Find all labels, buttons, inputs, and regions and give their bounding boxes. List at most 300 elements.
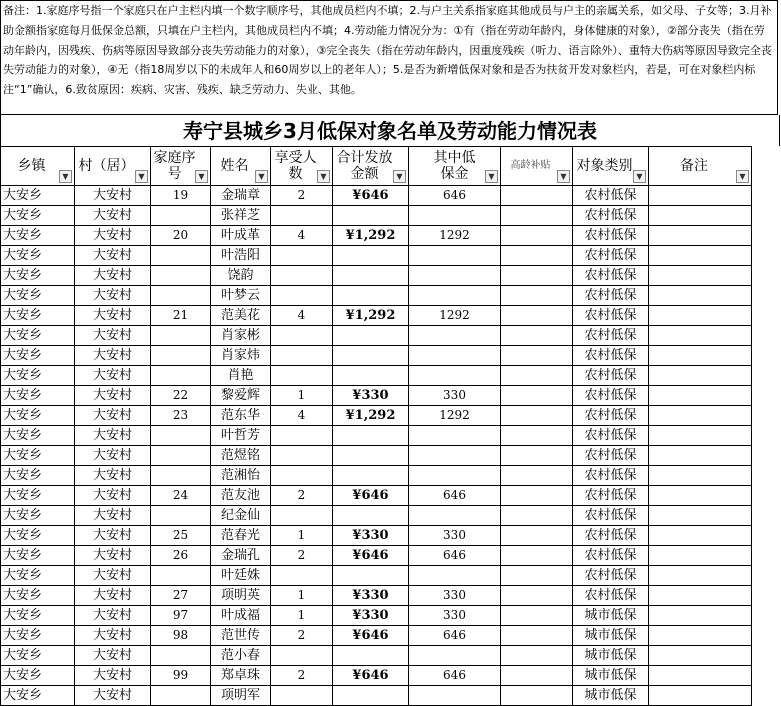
cell-remarks[interactable] [649, 686, 752, 706]
cell-village[interactable]: 大安村 [75, 666, 151, 686]
cell-people[interactable]: 4 [271, 306, 333, 326]
table-row [1, 246, 752, 266]
cell-name[interactable]: 郑卓珠 [211, 666, 271, 686]
table-row [1, 286, 752, 306]
cell-total[interactable] [333, 506, 409, 526]
cell-elderly[interactable] [501, 226, 573, 246]
cell-town[interactable]: 大安乡 [1, 506, 75, 526]
cell-allowance[interactable] [409, 426, 501, 446]
cell-no[interactable] [151, 426, 211, 446]
cell-total[interactable]: ¥1,292 [333, 406, 409, 426]
cell-total[interactable]: ¥646 [333, 186, 409, 206]
cell-town[interactable]: 大安乡 [1, 486, 75, 506]
cell-total[interactable] [333, 366, 409, 386]
cell-remarks[interactable] [649, 626, 752, 646]
cell-village[interactable]: 大安村 [75, 266, 151, 286]
header-allowance: 其中低保金 ▼ [409, 147, 501, 186]
cell-people[interactable]: 1 [271, 526, 333, 546]
cell-name[interactable]: 范世传 [211, 626, 271, 646]
cell-category[interactable]: 农村低保 [573, 226, 649, 246]
header-name: 姓名 ▼ [211, 147, 271, 186]
cell-town[interactable]: 大安乡 [1, 666, 75, 686]
cell-people[interactable] [271, 566, 333, 586]
cell-remarks[interactable] [649, 426, 752, 446]
cell-category[interactable]: 农村低保 [573, 366, 649, 386]
filter-dropdown-icon[interactable]: ▼ [736, 170, 749, 183]
cell-village[interactable]: 大安村 [75, 606, 151, 626]
cell-town[interactable]: 大安乡 [1, 206, 75, 226]
cell-no[interactable]: 98 [151, 626, 211, 646]
cell-no[interactable]: 25 [151, 526, 211, 546]
cell-category[interactable]: 农村低保 [573, 486, 649, 506]
table-row [1, 626, 752, 646]
filter-dropdown-icon[interactable]: ▼ [557, 170, 570, 183]
filter-dropdown-icon[interactable]: ▼ [393, 170, 406, 183]
cell-no[interactable] [151, 446, 211, 466]
cell-category[interactable]: 农村低保 [573, 186, 649, 206]
table-row [1, 506, 752, 526]
cell-allowance[interactable]: 1292 [409, 306, 501, 326]
cell-village[interactable]: 大安村 [75, 566, 151, 586]
cell-category[interactable]: 农村低保 [573, 326, 649, 346]
cell-total[interactable]: ¥330 [333, 386, 409, 406]
cell-village[interactable]: 大安村 [75, 446, 151, 466]
cell-village[interactable]: 大安村 [75, 386, 151, 406]
cell-town[interactable]: 大安乡 [1, 646, 75, 666]
cell-elderly[interactable] [501, 586, 573, 606]
table-row [1, 186, 752, 206]
cell-elderly[interactable] [501, 606, 573, 626]
cell-elderly[interactable] [501, 466, 573, 486]
cell-remarks[interactable] [649, 446, 752, 466]
cell-town[interactable]: 大安乡 [1, 566, 75, 586]
cell-remarks[interactable] [649, 366, 752, 386]
cell-allowance[interactable] [409, 246, 501, 266]
cell-remarks[interactable] [649, 386, 752, 406]
cell-town[interactable]: 大安乡 [1, 446, 75, 466]
cell-people[interactable]: 1 [271, 606, 333, 626]
cell-name[interactable]: 范煜铭 [211, 446, 271, 466]
cell-total[interactable] [333, 566, 409, 586]
cell-village[interactable]: 大安村 [75, 366, 151, 386]
cell-name[interactable]: 黎爱辉 [211, 386, 271, 406]
cell-town[interactable]: 大安乡 [1, 466, 75, 486]
cell-allowance[interactable] [409, 346, 501, 366]
cell-total[interactable]: ¥330 [333, 606, 409, 626]
cell-town[interactable]: 大安乡 [1, 626, 75, 646]
cell-category[interactable]: 城市低保 [573, 686, 649, 706]
cell-allowance[interactable] [409, 466, 501, 486]
cell-people[interactable] [271, 646, 333, 666]
cell-town[interactable]: 大安乡 [1, 586, 75, 606]
cell-allowance[interactable] [409, 646, 501, 666]
cell-town[interactable]: 大安乡 [1, 186, 75, 206]
cell-elderly[interactable] [501, 426, 573, 446]
cell-category[interactable]: 农村低保 [573, 246, 649, 266]
cell-town[interactable]: 大安乡 [1, 426, 75, 446]
cell-category[interactable]: 农村低保 [573, 446, 649, 466]
cell-remarks[interactable] [649, 586, 752, 606]
cell-category[interactable]: 城市低保 [573, 666, 649, 686]
cell-people[interactable] [271, 206, 333, 226]
cell-people[interactable]: 4 [271, 406, 333, 426]
cell-people[interactable]: 1 [271, 386, 333, 406]
cell-remarks[interactable] [649, 566, 752, 586]
cell-no[interactable] [151, 346, 211, 366]
header-row [1, 147, 752, 186]
cell-category[interactable]: 农村低保 [573, 306, 649, 326]
cell-allowance[interactable]: 646 [409, 666, 501, 686]
cell-remarks[interactable] [649, 466, 752, 486]
cell-village[interactable]: 大安村 [75, 466, 151, 486]
cell-name[interactable]: 金瑞章 [211, 186, 271, 206]
cell-elderly[interactable] [501, 486, 573, 506]
cell-village[interactable]: 大安村 [75, 306, 151, 326]
cell-no[interactable] [151, 326, 211, 346]
cell-village[interactable]: 大安村 [75, 206, 151, 226]
cell-town[interactable]: 大安乡 [1, 386, 75, 406]
cell-name[interactable]: 范友池 [211, 486, 271, 506]
cell-category[interactable]: 农村低保 [573, 286, 649, 306]
cell-total[interactable] [333, 646, 409, 666]
cell-people[interactable] [271, 466, 333, 486]
cell-name[interactable]: 叶哲芳 [211, 426, 271, 446]
cell-village[interactable]: 大安村 [75, 226, 151, 246]
table-row [1, 266, 752, 286]
cell-allowance[interactable] [409, 206, 501, 226]
cell-elderly[interactable] [501, 626, 573, 646]
cell-total[interactable] [333, 686, 409, 706]
cell-people[interactable] [271, 286, 333, 306]
cell-total[interactable]: ¥646 [333, 546, 409, 566]
cell-town[interactable]: 大安乡 [1, 246, 75, 266]
cell-village[interactable]: 大安村 [75, 426, 151, 446]
cell-no[interactable] [151, 566, 211, 586]
cell-total[interactable] [333, 446, 409, 466]
cell-village[interactable]: 大安村 [75, 486, 151, 506]
cell-name[interactable]: 金瑞孔 [211, 546, 271, 566]
filter-dropdown-icon[interactable]: ▼ [317, 170, 330, 183]
cell-town[interactable]: 大安乡 [1, 266, 75, 286]
cell-people[interactable]: 1 [271, 586, 333, 606]
allowance-table [0, 146, 752, 706]
cell-allowance[interactable] [409, 446, 501, 466]
cell-remarks[interactable] [649, 246, 752, 266]
cell-town[interactable]: 大安乡 [1, 686, 75, 706]
cell-name[interactable]: 肖家炜 [211, 346, 271, 366]
cell-remarks[interactable] [649, 506, 752, 526]
cell-village[interactable]: 大安村 [75, 346, 151, 366]
cell-name[interactable]: 范小春 [211, 646, 271, 666]
cell-category[interactable]: 农村低保 [573, 526, 649, 546]
cell-remarks[interactable] [649, 206, 752, 226]
cell-total[interactable] [333, 346, 409, 366]
cell-allowance[interactable] [409, 266, 501, 286]
cell-category[interactable]: 农村低保 [573, 406, 649, 426]
cell-village[interactable]: 大安村 [75, 626, 151, 646]
cell-name[interactable]: 项明军 [211, 686, 271, 706]
cell-people[interactable] [271, 246, 333, 266]
cell-total[interactable]: ¥1,292 [333, 306, 409, 326]
cell-category[interactable]: 城市低保 [573, 606, 649, 626]
cell-no[interactable] [151, 266, 211, 286]
cell-category[interactable]: 城市低保 [573, 626, 649, 646]
header-category: 对象类别 ▼ [573, 147, 649, 186]
cell-elderly[interactable] [501, 526, 573, 546]
filter-dropdown-icon[interactable]: ▼ [255, 170, 268, 183]
cell-no[interactable]: 24 [151, 486, 211, 506]
filter-dropdown-icon[interactable]: ▼ [59, 170, 72, 183]
cell-total[interactable] [333, 326, 409, 346]
cell-people[interactable] [271, 326, 333, 346]
cell-allowance[interactable]: 1292 [409, 406, 501, 426]
cell-no[interactable]: 27 [151, 586, 211, 606]
cell-category[interactable]: 农村低保 [573, 506, 649, 526]
cell-people[interactable]: 2 [271, 486, 333, 506]
cell-town[interactable]: 大安乡 [1, 546, 75, 566]
cell-total[interactable] [333, 266, 409, 286]
cell-no[interactable]: 26 [151, 546, 211, 566]
cell-name[interactable]: 项明英 [211, 586, 271, 606]
cell-allowance[interactable] [409, 286, 501, 306]
cell-category[interactable]: 农村低保 [573, 566, 649, 586]
cell-remarks[interactable] [649, 606, 752, 626]
cell-elderly[interactable] [501, 246, 573, 266]
cell-category[interactable]: 农村低保 [573, 266, 649, 286]
cell-allowance[interactable] [409, 566, 501, 586]
cell-total[interactable] [333, 286, 409, 306]
table-row [1, 226, 752, 246]
cell-elderly[interactable] [501, 666, 573, 686]
cell-remarks[interactable] [649, 266, 752, 286]
cell-category[interactable]: 农村低保 [573, 206, 649, 226]
cell-name[interactable]: 范湘怡 [211, 466, 271, 486]
cell-allowance[interactable]: 646 [409, 546, 501, 566]
cell-village[interactable]: 大安村 [75, 646, 151, 666]
cell-town[interactable]: 大安乡 [1, 366, 75, 386]
cell-remarks[interactable] [649, 646, 752, 666]
cell-no[interactable]: 23 [151, 406, 211, 426]
cell-village[interactable]: 大安村 [75, 586, 151, 606]
header-elderly: 高龄补贴 ▼ [501, 147, 573, 186]
remarks-note: 备注：1.家庭序号指一个家庭只在户主栏内填一个数字顺序号，其他成员栏内不填；2.与户主关系指家庭其他成员与户主的亲属关系，如父母、子女等；3.月补助金额指家庭每月低保金总额，只填在户主栏内，其他成员栏内不填；4.劳动能力情况分为：①有（指在劳动年龄内，身体健康的对象），②部分丧失（指在劳动年龄内，因残疾、伤病等原因导致部分丧失劳动能力的对象），③完全丧失（指在劳动年龄内，因重度残疾（听力、语言除外）、重特大伤病等原因导致完全丧失劳动能力的对象），④无（指18周岁以下的未成年人和60周岁以上的老年人）；5.是否为新增低保对象和是否为扶贫开发对象栏内，若是，可在对象栏内标注“1”确认，6.致贫原因：疾病、灾害、残疾、缺乏劳动力、失业、其他。 [0, 0, 778, 115]
cell-town[interactable]: 大安乡 [1, 306, 75, 326]
cell-elderly[interactable] [501, 306, 573, 326]
cell-category[interactable]: 农村低保 [573, 346, 649, 366]
cell-name[interactable]: 肖家彬 [211, 326, 271, 346]
cell-category[interactable]: 农村低保 [573, 586, 649, 606]
cell-village[interactable]: 大安村 [75, 326, 151, 346]
filter-active-icon[interactable]: ▼ [135, 170, 148, 183]
table-row [1, 306, 752, 326]
header-village: 村（居） ▼ [75, 147, 151, 186]
cell-village[interactable]: 大安村 [75, 406, 151, 426]
cell-people[interactable] [271, 506, 333, 526]
cell-total[interactable]: ¥646 [333, 486, 409, 506]
cell-elderly[interactable] [501, 206, 573, 226]
cell-village[interactable]: 大安村 [75, 546, 151, 566]
cell-name[interactable]: 饶韵 [211, 266, 271, 286]
cell-people[interactable]: 4 [271, 226, 333, 246]
cell-allowance[interactable] [409, 506, 501, 526]
cell-name[interactable]: 叶成福 [211, 606, 271, 626]
cell-no[interactable] [151, 506, 211, 526]
cell-total[interactable] [333, 206, 409, 226]
cell-elderly[interactable] [501, 366, 573, 386]
cell-remarks[interactable] [649, 526, 752, 546]
filter-dropdown-icon[interactable]: ▼ [633, 170, 646, 183]
cell-town[interactable]: 大安乡 [1, 526, 75, 546]
cell-elderly[interactable] [501, 646, 573, 666]
cell-category[interactable]: 农村低保 [573, 426, 649, 446]
table-row [1, 406, 752, 426]
cell-town[interactable]: 大安乡 [1, 286, 75, 306]
cell-people[interactable]: 2 [271, 666, 333, 686]
cell-allowance[interactable]: 330 [409, 386, 501, 406]
cell-no[interactable]: 97 [151, 606, 211, 626]
cell-allowance[interactable]: 330 [409, 606, 501, 626]
cell-people[interactable]: 2 [271, 186, 333, 206]
cell-name[interactable]: 张祥芝 [211, 206, 271, 226]
cell-name[interactable]: 范春光 [211, 526, 271, 546]
cell-town[interactable]: 大安乡 [1, 226, 75, 246]
cell-elderly[interactable] [501, 446, 573, 466]
cell-no[interactable] [151, 366, 211, 386]
cell-village[interactable]: 大安村 [75, 286, 151, 306]
cell-village[interactable]: 大安村 [75, 506, 151, 526]
cell-no[interactable]: 20 [151, 226, 211, 246]
cell-remarks[interactable] [649, 286, 752, 306]
cell-no[interactable]: 21 [151, 306, 211, 326]
cell-category[interactable]: 农村低保 [573, 546, 649, 566]
cell-total[interactable] [333, 426, 409, 446]
cell-allowance[interactable]: 330 [409, 526, 501, 546]
cell-total[interactable]: ¥646 [333, 626, 409, 646]
table-row [1, 546, 752, 566]
cell-elderly[interactable] [501, 506, 573, 526]
cell-town[interactable]: 大安乡 [1, 406, 75, 426]
table-row [1, 526, 752, 546]
cell-no[interactable] [151, 206, 211, 226]
table-title: 寿宁县城乡3月低保对象名单及劳动能力情况表 [0, 115, 780, 146]
cell-elderly[interactable] [501, 266, 573, 286]
cell-no[interactable] [151, 246, 211, 266]
cell-allowance[interactable]: 1292 [409, 226, 501, 246]
filter-dropdown-icon[interactable]: ▼ [485, 170, 498, 183]
cell-people[interactable]: 2 [271, 626, 333, 646]
table-row [1, 366, 752, 386]
cell-name[interactable]: 范东华 [211, 406, 271, 426]
cell-village[interactable]: 大安村 [75, 246, 151, 266]
header-town: 乡镇 ▼ [1, 147, 75, 186]
cell-no[interactable] [151, 466, 211, 486]
cell-total[interactable]: ¥1,292 [333, 226, 409, 246]
cell-elderly[interactable] [501, 286, 573, 306]
cell-elderly[interactable] [501, 546, 573, 566]
table-row [1, 606, 752, 626]
cell-remarks[interactable] [649, 666, 752, 686]
cell-total[interactable]: ¥330 [333, 526, 409, 546]
header-household-no: 家庭序号 ▼ [151, 147, 211, 186]
cell-name[interactable]: 叶浩阳 [211, 246, 271, 266]
table-row [1, 426, 752, 446]
cell-total[interactable] [333, 246, 409, 266]
cell-no[interactable] [151, 646, 211, 666]
header-remarks: 备注 ▼ [649, 147, 752, 186]
cell-people[interactable] [271, 346, 333, 366]
cell-name[interactable]: 肖艳 [211, 366, 271, 386]
cell-no[interactable] [151, 686, 211, 706]
cell-elderly[interactable] [501, 686, 573, 706]
cell-people[interactable] [271, 446, 333, 466]
cell-town[interactable]: 大安乡 [1, 606, 75, 626]
cell-remarks[interactable] [649, 306, 752, 326]
cell-total[interactable] [333, 466, 409, 486]
cell-village[interactable]: 大安村 [75, 686, 151, 706]
cell-town[interactable]: 大安乡 [1, 346, 75, 366]
cell-people[interactable] [271, 426, 333, 446]
cell-allowance[interactable] [409, 366, 501, 386]
cell-allowance[interactable]: 646 [409, 186, 501, 206]
cell-total[interactable]: ¥646 [333, 666, 409, 686]
cell-elderly[interactable] [501, 346, 573, 366]
cell-elderly[interactable] [501, 566, 573, 586]
cell-remarks[interactable] [649, 186, 752, 206]
cell-village[interactable]: 大安村 [75, 186, 151, 206]
table-row [1, 326, 752, 346]
cell-name[interactable]: 纪金仙 [211, 506, 271, 526]
cell-total[interactable]: ¥330 [333, 586, 409, 606]
cell-no[interactable]: 22 [151, 386, 211, 406]
cell-remarks[interactable] [649, 326, 752, 346]
filter-dropdown-icon[interactable]: ▼ [195, 170, 208, 183]
cell-remarks[interactable] [649, 486, 752, 506]
cell-name[interactable]: 叶廷姝 [211, 566, 271, 586]
cell-allowance[interactable] [409, 686, 501, 706]
cell-category[interactable]: 农村低保 [573, 466, 649, 486]
cell-elderly[interactable] [501, 186, 573, 206]
cell-people[interactable] [271, 366, 333, 386]
cell-remarks[interactable] [649, 346, 752, 366]
table-row [1, 466, 752, 486]
cell-name[interactable]: 范美花 [211, 306, 271, 326]
cell-elderly[interactable] [501, 326, 573, 346]
cell-name[interactable]: 叶梦云 [211, 286, 271, 306]
cell-remarks[interactable] [649, 226, 752, 246]
cell-elderly[interactable] [501, 386, 573, 406]
cell-allowance[interactable]: 646 [409, 626, 501, 646]
cell-remarks[interactable] [649, 546, 752, 566]
cell-allowance[interactable]: 646 [409, 486, 501, 506]
cell-elderly[interactable] [501, 406, 573, 426]
cell-no[interactable] [151, 286, 211, 306]
table-row [1, 206, 752, 226]
cell-name[interactable]: 叶成革 [211, 226, 271, 246]
cell-remarks[interactable] [649, 406, 752, 426]
cell-category[interactable]: 城市低保 [573, 646, 649, 666]
cell-people[interactable] [271, 266, 333, 286]
cell-people[interactable] [271, 686, 333, 706]
table-row [1, 646, 752, 666]
cell-allowance[interactable]: 330 [409, 586, 501, 606]
cell-people[interactable]: 2 [271, 546, 333, 566]
cell-allowance[interactable] [409, 326, 501, 346]
cell-village[interactable]: 大安村 [75, 526, 151, 546]
cell-no[interactable]: 99 [151, 666, 211, 686]
cell-town[interactable]: 大安乡 [1, 326, 75, 346]
cell-no[interactable]: 19 [151, 186, 211, 206]
cell-category[interactable]: 农村低保 [573, 386, 649, 406]
